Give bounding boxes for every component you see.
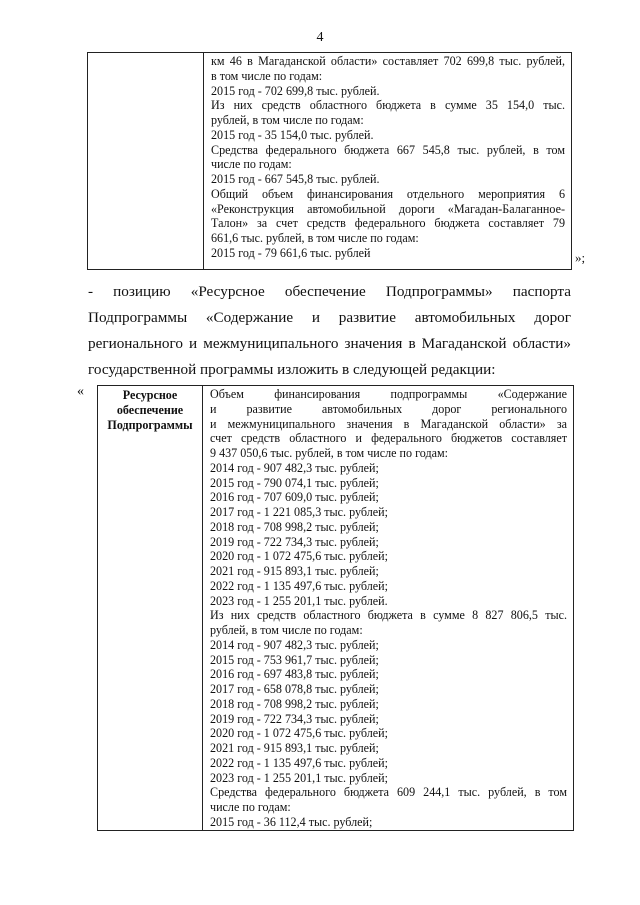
text-line: 2020 год - 1 072 475,6 тыс. рублей;: [210, 549, 388, 564]
text-line: и межмуниципального значения в Магаданской области» за: [210, 416, 567, 431]
text-line: 2015 год - 790 074,1 тыс. рублей;: [210, 475, 379, 490]
text-line: Из них средств областного бюджета в сумме 35 154,0 тыс.: [211, 98, 565, 113]
text-line: 2021 год - 915 893,1 тыс. рублей;: [210, 564, 379, 578]
text-line: числе по годам:: [211, 157, 292, 172]
text-line: 2014 год - 907 482,3 тыс. рублей;: [210, 460, 379, 475]
text-line: в том числе по годам:: [211, 68, 323, 83]
row-label-line: Подпрограммы: [107, 418, 193, 432]
row-label: [98, 386, 202, 433]
funding-text-lines: [204, 53, 571, 261]
row-label-line: обеспечение: [116, 403, 184, 417]
opening-quote: «: [77, 384, 84, 399]
closing-quote: »;: [575, 250, 586, 265]
text-line: 2022 год - 1 135 497,6 тыс. рублей;: [210, 578, 388, 593]
text-line: 2016 год - 707 609,0 тыс. рублей;: [210, 490, 379, 505]
text-line: счет средств областного и федерального бюджетов составляет: [210, 431, 567, 446]
page-number: 4: [316, 30, 324, 45]
text-line: 2015 год - 702 699,8 тыс. рублей.: [211, 83, 380, 98]
text-line: 2021 год - 915 893,1 тыс. рублей;: [210, 741, 379, 755]
text-line: 2017 год - 658 078,8 тыс. рублей;: [210, 682, 379, 696]
row-label-line: Ресурсное: [122, 388, 178, 402]
text-line: 9 437 050,6 тыс. рублей, в том числе по годам:: [210, 446, 448, 460]
funding-table-continued: [87, 52, 572, 270]
text-line: 661,6 тыс. рублей, в том числе по годам:: [211, 231, 419, 245]
text-line: 2015 год - 35 154,0 тыс. рублей.: [211, 127, 374, 142]
text-line: 2019 год - 722 734,3 тыс. рублей;: [210, 534, 379, 549]
text-line: Объем финансирования подпрограммы «Содержание: [210, 387, 567, 401]
text-line: 2014 год - 907 482,3 тыс. рублей;: [210, 637, 379, 652]
text-line: 2017 год - 1 221 085,3 тыс. рублей;: [210, 505, 388, 519]
paragraph-line-2: Подпрограммы «Содержание и развитие автомобильных дорог: [88, 309, 571, 326]
funding-details-cell: [203, 386, 574, 831]
text-line: 2016 год - 697 483,8 тыс. рублей;: [210, 667, 379, 682]
text-line: Средства федерального бюджета 609 244,1 тыс. рублей, в том: [210, 785, 567, 800]
text-line: 2023 год - 1 255 201,1 тыс. рублей;: [210, 770, 388, 785]
paragraph-line-1: - позицию «Ресурсное обеспечение Подпрограммы» паспорта: [88, 283, 571, 300]
resource-provision-table: [97, 385, 574, 831]
text-line: Общий объем финансирования отдельного мероприятия 6: [211, 186, 565, 201]
funding-details-lines: [203, 386, 573, 830]
text-line: «Реконструкция автомобильной дороги «Магадан-Балаганное-: [211, 201, 565, 216]
text-line: 2022 год - 1 135 497,6 тыс. рублей;: [210, 755, 388, 770]
empty-label-cell: [88, 53, 204, 270]
text-line: 2015 год - 753 961,7 тыс. рублей;: [210, 652, 379, 667]
text-line: Талон» за счет средств федерального бюджета составляет 79: [211, 216, 565, 231]
text-line: км 46 в Магаданской области» составляет 702 699,8 тыс. рублей,: [211, 54, 565, 68]
text-line: рублей, в том числе по годам:: [210, 623, 363, 637]
text-line: 2015 год - 36 112,4 тыс. рублей;: [210, 814, 373, 829]
text-line: Из них средств областного бюджета в сумме 8 827 806,5 тыс.: [210, 608, 567, 623]
text-line: 2019 год - 722 734,3 тыс. рублей;: [210, 711, 379, 726]
funding-text-cell: [204, 53, 572, 270]
text-line: 2023 год - 1 255 201,1 тыс. рублей.: [210, 593, 388, 608]
text-line: числе по годам:: [210, 800, 291, 814]
text-line: и развитие автомобильных дорог регионального: [210, 401, 567, 416]
text-line: 2018 год - 708 998,2 тыс. рублей;: [210, 696, 379, 711]
paragraph-line-4: государственной программы изложить в следующей редакции:: [88, 361, 496, 378]
text-line: 2018 год - 708 998,2 тыс. рублей;: [210, 519, 379, 534]
text-line: рублей, в том числе по годам:: [211, 113, 364, 127]
text-line: 2015 год - 667 545,8 тыс. рублей.: [211, 172, 380, 186]
row-label-cell: [98, 386, 203, 831]
text-line: 2015 год - 79 661,6 тыс. рублей: [211, 245, 371, 260]
paragraph-line-3: регионального и межмуниципального значения в Магаданской области»: [88, 335, 571, 352]
text-line: 2020 год - 1 072 475,6 тыс. рублей;: [210, 726, 388, 741]
text-line: Средства федерального бюджета 667 545,8 тыс. рублей, в том: [211, 142, 565, 157]
